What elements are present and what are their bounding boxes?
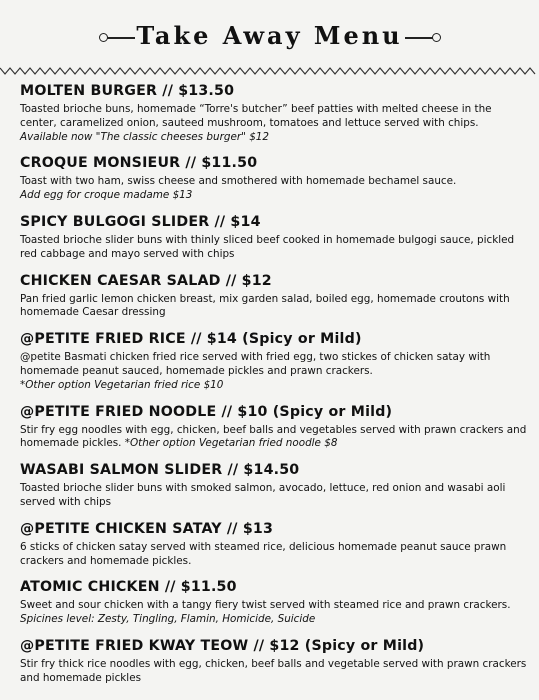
item-note: *Other option Vegetarian fried rice $10: [20, 378, 224, 391]
item-description: [20, 482, 529, 510]
item-desc-text: @petite Basmati chicken fried rice served with fried egg, two stickes of chicken satay with homemade peanut sauced, homemade pickles and prawn crackers.: [20, 351, 491, 377]
item-note: Add egg for croque madame $13: [20, 189, 193, 202]
item-name: CHICKEN CAESAR SALAD // $12: [20, 272, 272, 289]
item-description: [20, 541, 529, 569]
zigzag-divider: [0, 66, 539, 76]
menu-item-spicy-bulgogi-slider: [0, 213, 539, 262]
item-desc-text: Stir fry egg noodles with egg, chicken, beef balls and vegetables served with prawn crackers and homemade pickles.: [20, 423, 527, 450]
menu-list: [0, 82, 539, 696]
item-name: @PETITE FRIED NOODLE // $10 (Spicy or Mild): [20, 403, 393, 420]
menu-item-chicken-caesar-salad: [0, 272, 539, 321]
item-name: CROQUE MONSIEUR // $11.50: [20, 155, 258, 172]
item-description: [20, 103, 529, 144]
menu-item-molten-burger: [0, 82, 539, 144]
item-desc-text: Toasted brioche slider buns with smoked salmon, avocado, lettuce, red onion and wasabi aoli served with chips: [20, 482, 506, 508]
menu-item-petite-fried-kway-teow: [0, 637, 539, 686]
item-description: [20, 293, 529, 321]
item-name: SPICY BULGOGI SLIDER // $14: [20, 213, 261, 230]
item-note: Spicines level: Zesty, Tingling, Flamin, Homicide, Suicide: [20, 613, 316, 626]
item-desc-text: Sweet and sour chicken with a tangy fiery twist served with steamed rice and prawn crackers.: [20, 599, 511, 612]
item-description: [20, 175, 529, 203]
menu-item-croque-monsieur: [0, 154, 539, 203]
ornament-dot-right: [432, 33, 441, 42]
menu-item-petite-fried-noodle: [0, 403, 539, 452]
item-name: MOLTEN BURGER // $13.50: [20, 83, 235, 99]
menu-item-petite-fried-rice: [0, 330, 539, 392]
menu-title: Take Away Menu: [136, 21, 403, 50]
item-name: @PETITE FRIED RICE // $14 (Spicy or Mild): [20, 331, 362, 348]
item-note: *Other option Vegetarian fried noodle $8: [124, 437, 338, 450]
item-description: [20, 424, 529, 452]
item-note: Available now "The classic cheeses burger" $12: [20, 130, 270, 143]
menu-item-atomic-chicken: [0, 578, 539, 627]
item-description: [20, 351, 529, 392]
item-desc-text: Pan fried garlic lemon chicken breast, mix garden salad, boiled egg, homemade croutons with homemade Caesar dressing: [20, 292, 510, 319]
item-description: [20, 658, 529, 686]
item-name: ATOMIC CHICKEN // $11.50: [20, 579, 237, 596]
ornament-line-right: [405, 37, 433, 39]
menu-item-petite-chicken-satay: [0, 520, 539, 569]
item-name: @PETITE CHICKEN SATAY // $13: [20, 520, 274, 537]
item-desc-text: 6 sticks of chicken satay served with steamed rice, delicious homemade peanut sauce prawn crackers and homemade pickles.: [20, 540, 507, 567]
item-desc-text: Toasted brioche buns, homemade “Torre's butcher” beef patties with melted cheese in the center, caramelized onion, sauteed mushroom, tomatoes and lettuce served with chips.: [20, 103, 492, 129]
item-desc-text: Toasted brioche slider buns with thinly sliced beef cooked in homemade bulgogi sauce, pickled red cabbage and mayo served with chips: [20, 233, 515, 260]
menu-header: [0, 0, 539, 62]
item-description: [20, 234, 529, 262]
item-description: [20, 599, 529, 627]
item-desc-text: Stir fry thick rice noodles with egg, chicken, beef balls and vegetable served with prawn crackers and homemade pickles: [20, 657, 527, 684]
item-name: WASABI SALMON SLIDER // $14.50: [20, 462, 300, 479]
item-name: @PETITE FRIED KWAY TEOW // $12 (Spicy or Mild): [20, 637, 425, 654]
menu-item-wasabi-salmon-slider: [0, 461, 539, 510]
item-desc-text: Toast with two ham, swiss cheese and smothered with homemade bechamel sauce.: [20, 175, 457, 188]
